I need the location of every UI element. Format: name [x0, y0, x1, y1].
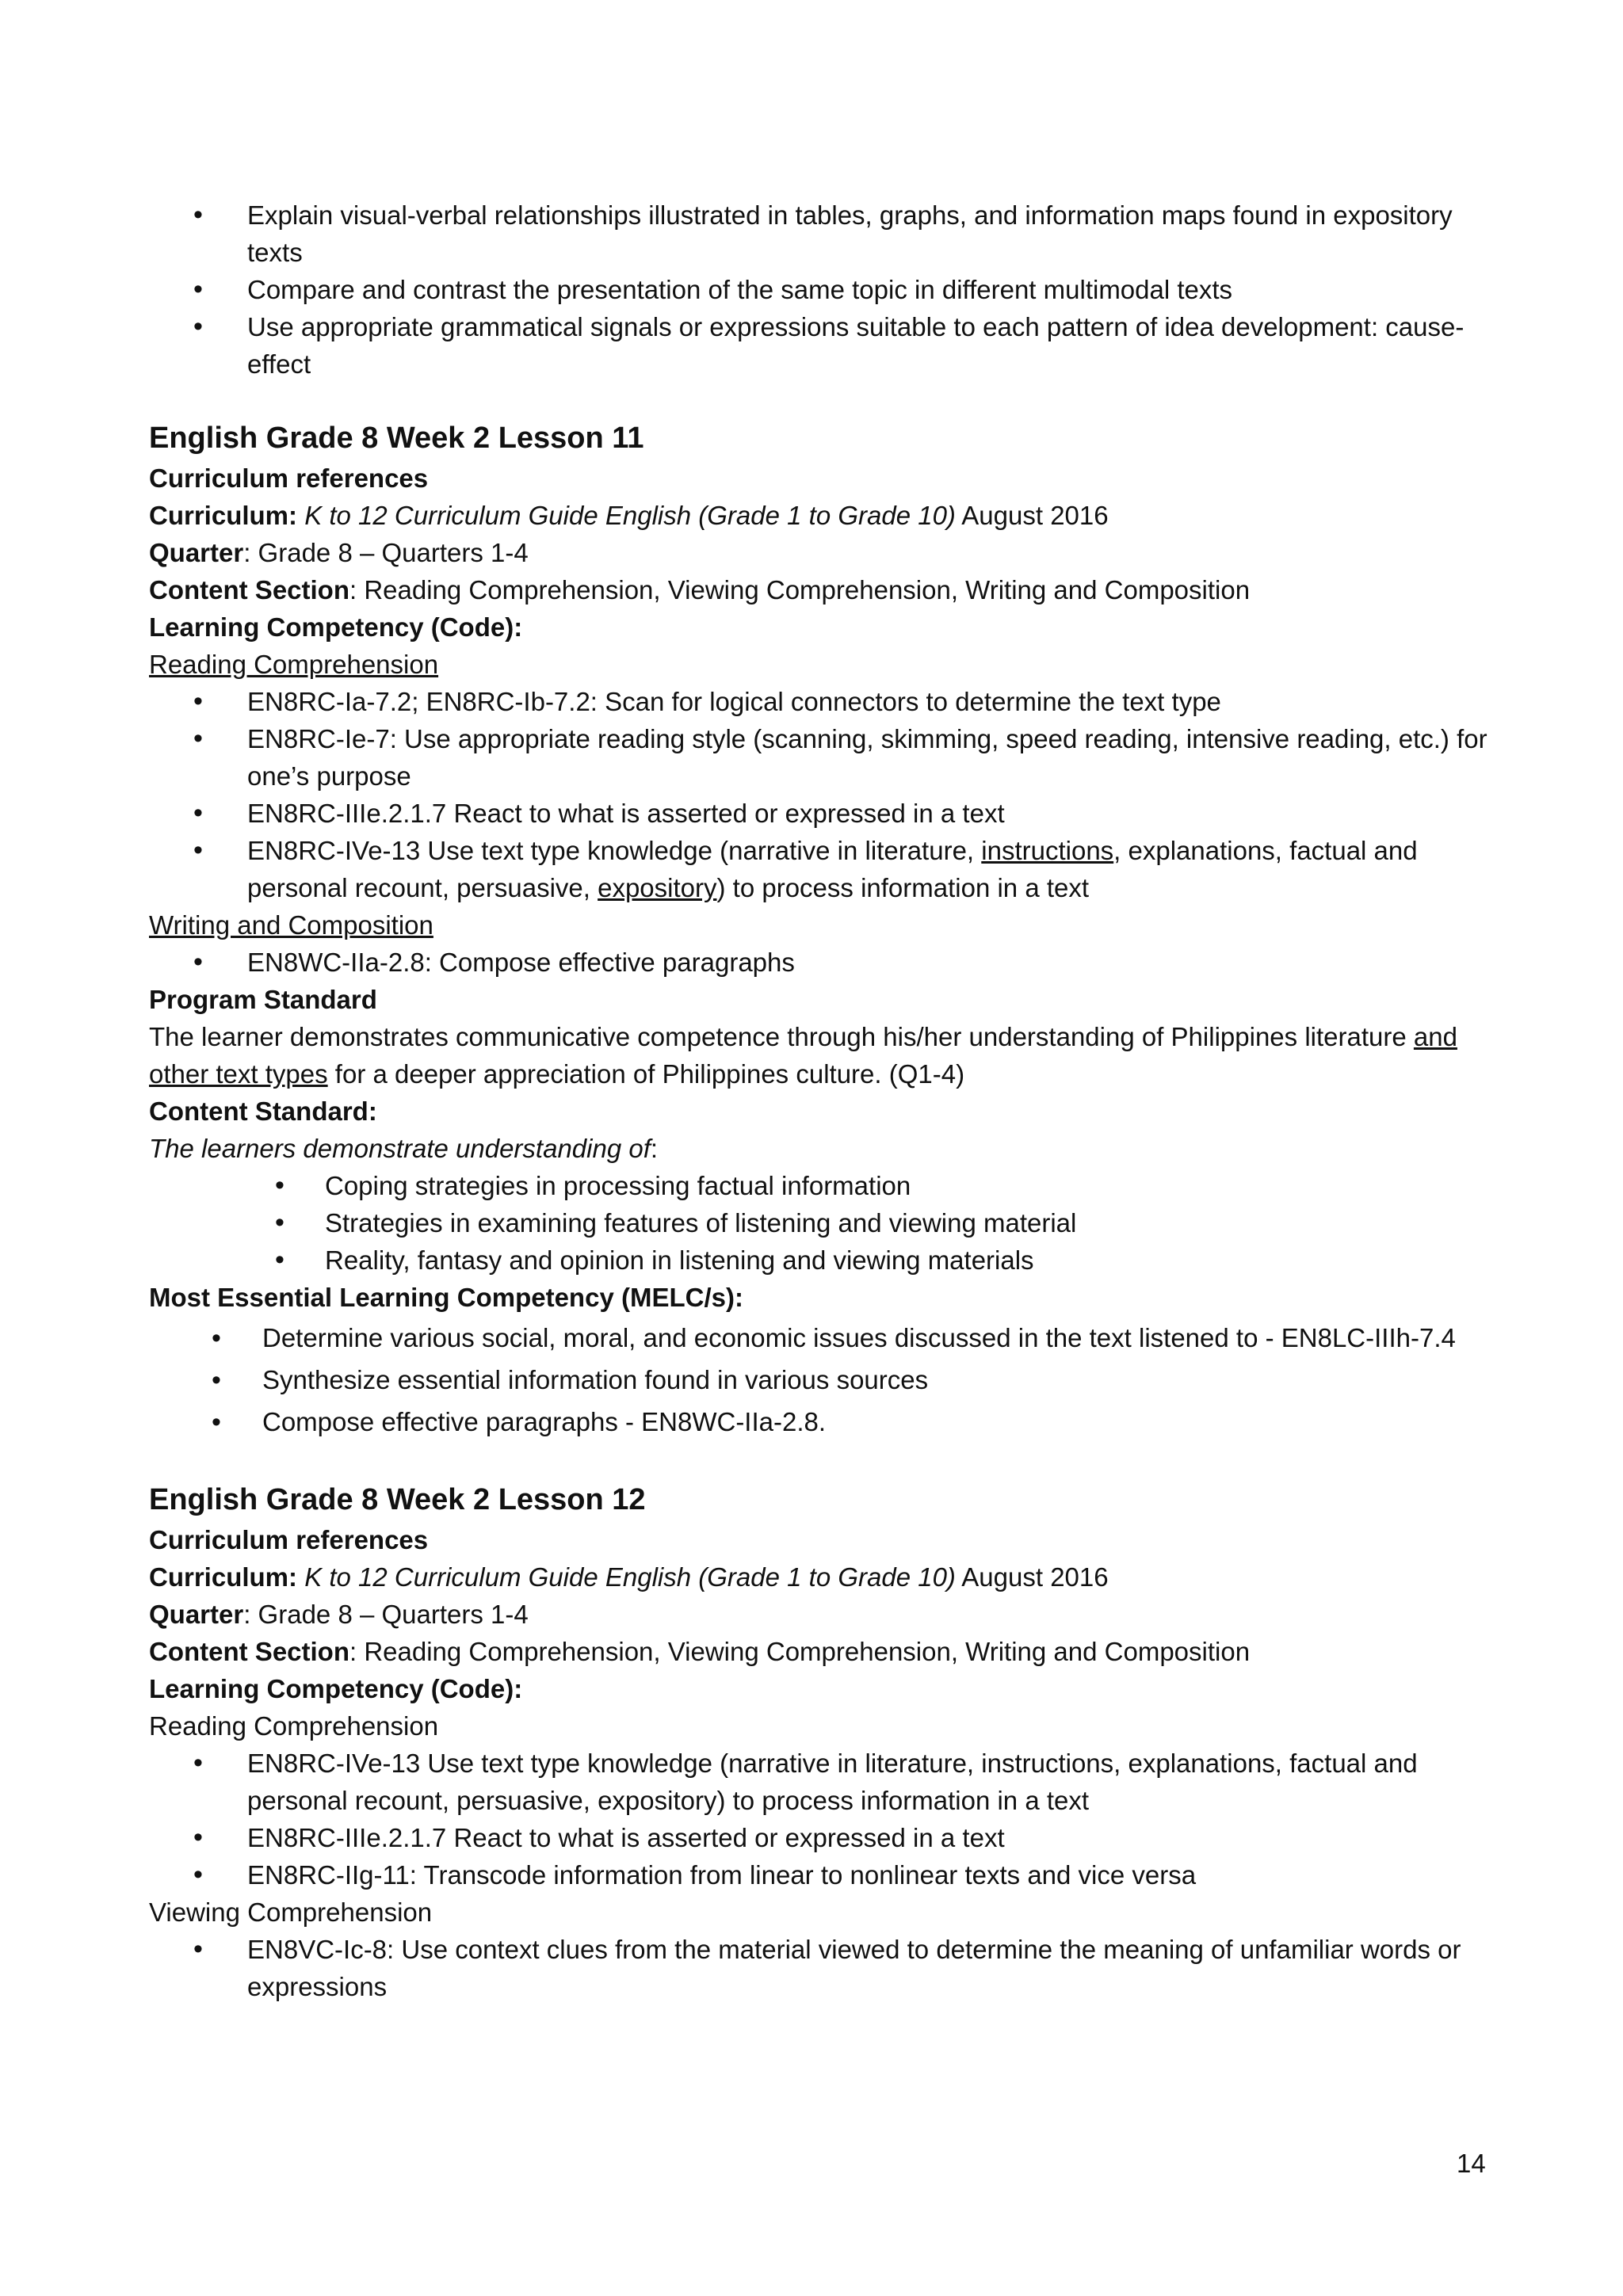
quarter-label: Quarter	[149, 538, 244, 567]
list-item-text: , explanations, factual and personal recount, persuasive,	[247, 836, 1418, 902]
list-item: • Synthesize essential information found in various sources	[149, 1360, 1496, 1400]
underlined-term-instructions: instructions	[981, 836, 1114, 865]
list-item-text: EN8RC-IVe-13 Use text type knowledge (narrative in literature,	[247, 836, 982, 865]
content-standard-colon: :	[650, 1134, 659, 1163]
reading-comprehension-heading: Reading Comprehension	[149, 1711, 439, 1741]
quarter-value: : Grade 8 – Quarters 1-4	[243, 538, 529, 567]
program-standard-heading: Program Standard	[149, 985, 377, 1014]
list-item: • Use appropriate grammatical signals or expressions suitable to each pattern of idea development: cause-effect	[149, 308, 1496, 383]
lesson-12-section	[149, 1478, 1496, 2005]
quarter-line	[149, 1596, 1496, 1633]
list-item: • EN8RC-IIIe.2.1.7 React to what is asserted or expressed in a text	[149, 1819, 1496, 1856]
program-standard-text-a: The learner demonstrates communicative competence through his/her understanding of Philippines literature	[149, 1022, 1414, 1051]
page-number: 14	[1457, 2149, 1486, 2178]
curriculum-date: August 2016	[961, 501, 1109, 530]
lesson-11-section	[149, 417, 1496, 1442]
list-item: • Compose effective paragraphs - EN8WC-IIa-2.8.	[149, 1402, 1496, 1442]
list-item: • EN8RC-Ie-7: Use appropriate reading style (scanning, skimming, speed reading, intensive reading, etc.) for one’s purpose	[149, 720, 1496, 795]
list-item: • Strategies in examining features of listening and viewing material	[149, 1204, 1496, 1241]
curriculum-references-heading: Curriculum references	[149, 1525, 429, 1554]
curriculum-label: Curriculum:	[149, 501, 298, 530]
intro-bullet-list	[149, 196, 1496, 383]
list-item-text: ) to process information in a text	[716, 873, 1090, 902]
list-item: • EN8RC-IIIe.2.1.7 React to what is asserted or expressed in a text	[149, 795, 1496, 832]
reading-comprehension-list	[149, 1745, 1496, 1894]
list-item: • EN8WC-IIa-2.8: Compose effective paragraphs	[149, 944, 1496, 981]
curriculum-guide-title: K to 12 Curriculum Guide English (Grade 1 to Grade 10)	[304, 501, 956, 530]
quarter-value: : Grade 8 – Quarters 1-4	[243, 1600, 529, 1629]
content-standard-heading: Content Standard:	[149, 1097, 377, 1126]
lesson-12-title: English Grade 8 Week 2 Lesson 12	[149, 1483, 646, 1516]
melc-heading: Most Essential Learning Competency (MELC/s):	[149, 1283, 743, 1312]
curriculum-line	[149, 1558, 1496, 1596]
content-section-label: Content Section	[149, 1637, 349, 1666]
learning-competency-heading: Learning Competency (Code):	[149, 1674, 523, 1703]
list-item: • EN8RC-IIg-11: Transcode information from linear to nonlinear texts and vice versa	[149, 1856, 1496, 1894]
quarter-label: Quarter	[149, 1600, 244, 1629]
list-item	[149, 832, 1496, 906]
list-item: • Determine various social, moral, and economic issues discussed in the text listened to - EN8LC-IIIh-7.4	[149, 1318, 1496, 1358]
content-standard-list	[149, 1167, 1496, 1279]
underlined-phrase: and other text types	[149, 1022, 1457, 1089]
lesson-11-title: English Grade 8 Week 2 Lesson 11	[149, 421, 644, 455]
learning-competency-heading: Learning Competency (Code):	[149, 612, 523, 642]
program-standard-text-b: for a deeper appreciation of Philippines culture. (Q1-4)	[327, 1059, 965, 1089]
reading-comprehension-list	[149, 683, 1496, 906]
list-item: • EN8RC-Ia-7.2; EN8RC-Ib-7.2: Scan for logical connectors to determine the text type	[149, 683, 1496, 720]
content-section-value: : Reading Comprehension, Viewing Comprehension, Writing and Composition	[349, 1637, 1251, 1666]
underlined-term-expository: expository	[598, 873, 717, 902]
list-item: • Coping strategies in processing factual information	[149, 1167, 1496, 1204]
list-item: • Explain visual-verbal relationships illustrated in tables, graphs, and information maps found in expository texts	[149, 196, 1496, 271]
list-item: • EN8VC-Ic-8: Use context clues from the material viewed to determine the meaning of unfamiliar words or expressions	[149, 1931, 1496, 2005]
content-standard-intro-text: The learners demonstrate understanding of	[149, 1134, 651, 1163]
curriculum-guide-title: K to 12 Curriculum Guide English (Grade 1 to Grade 10)	[304, 1562, 956, 1592]
list-item: • Reality, fantasy and opinion in listening and viewing materials	[149, 1241, 1496, 1279]
list-item: • Compare and contrast the presentation of the same topic in different multimodal texts	[149, 271, 1496, 308]
content-section-line	[149, 1633, 1496, 1670]
viewing-comprehension-list	[149, 1931, 1496, 2005]
curriculum-references-heading: Curriculum references	[149, 463, 429, 493]
writing-composition-list	[149, 944, 1496, 981]
content-section-line	[149, 571, 1496, 608]
program-standard-text	[149, 1018, 1496, 1093]
quarter-line	[149, 534, 1496, 571]
reading-comprehension-heading: Reading Comprehension	[149, 650, 439, 679]
curriculum-date: August 2016	[961, 1562, 1109, 1592]
content-section-value: : Reading Comprehension, Viewing Comprehension, Writing and Composition	[349, 575, 1251, 605]
content-standard-intro	[149, 1130, 1496, 1167]
page-content	[149, 196, 1496, 2005]
content-section-label: Content Section	[149, 575, 349, 605]
melc-list	[149, 1318, 1496, 1442]
list-item: • EN8RC-IVe-13 Use text type knowledge (narrative in literature, instructions, explanations, factual and personal recount, persuasive, expository) to process information in a text	[149, 1745, 1496, 1819]
writing-composition-heading: Writing and Composition	[149, 910, 433, 940]
curriculum-label: Curriculum:	[149, 1562, 298, 1592]
viewing-comprehension-heading: Viewing Comprehension	[149, 1897, 433, 1927]
curriculum-line	[149, 497, 1496, 534]
